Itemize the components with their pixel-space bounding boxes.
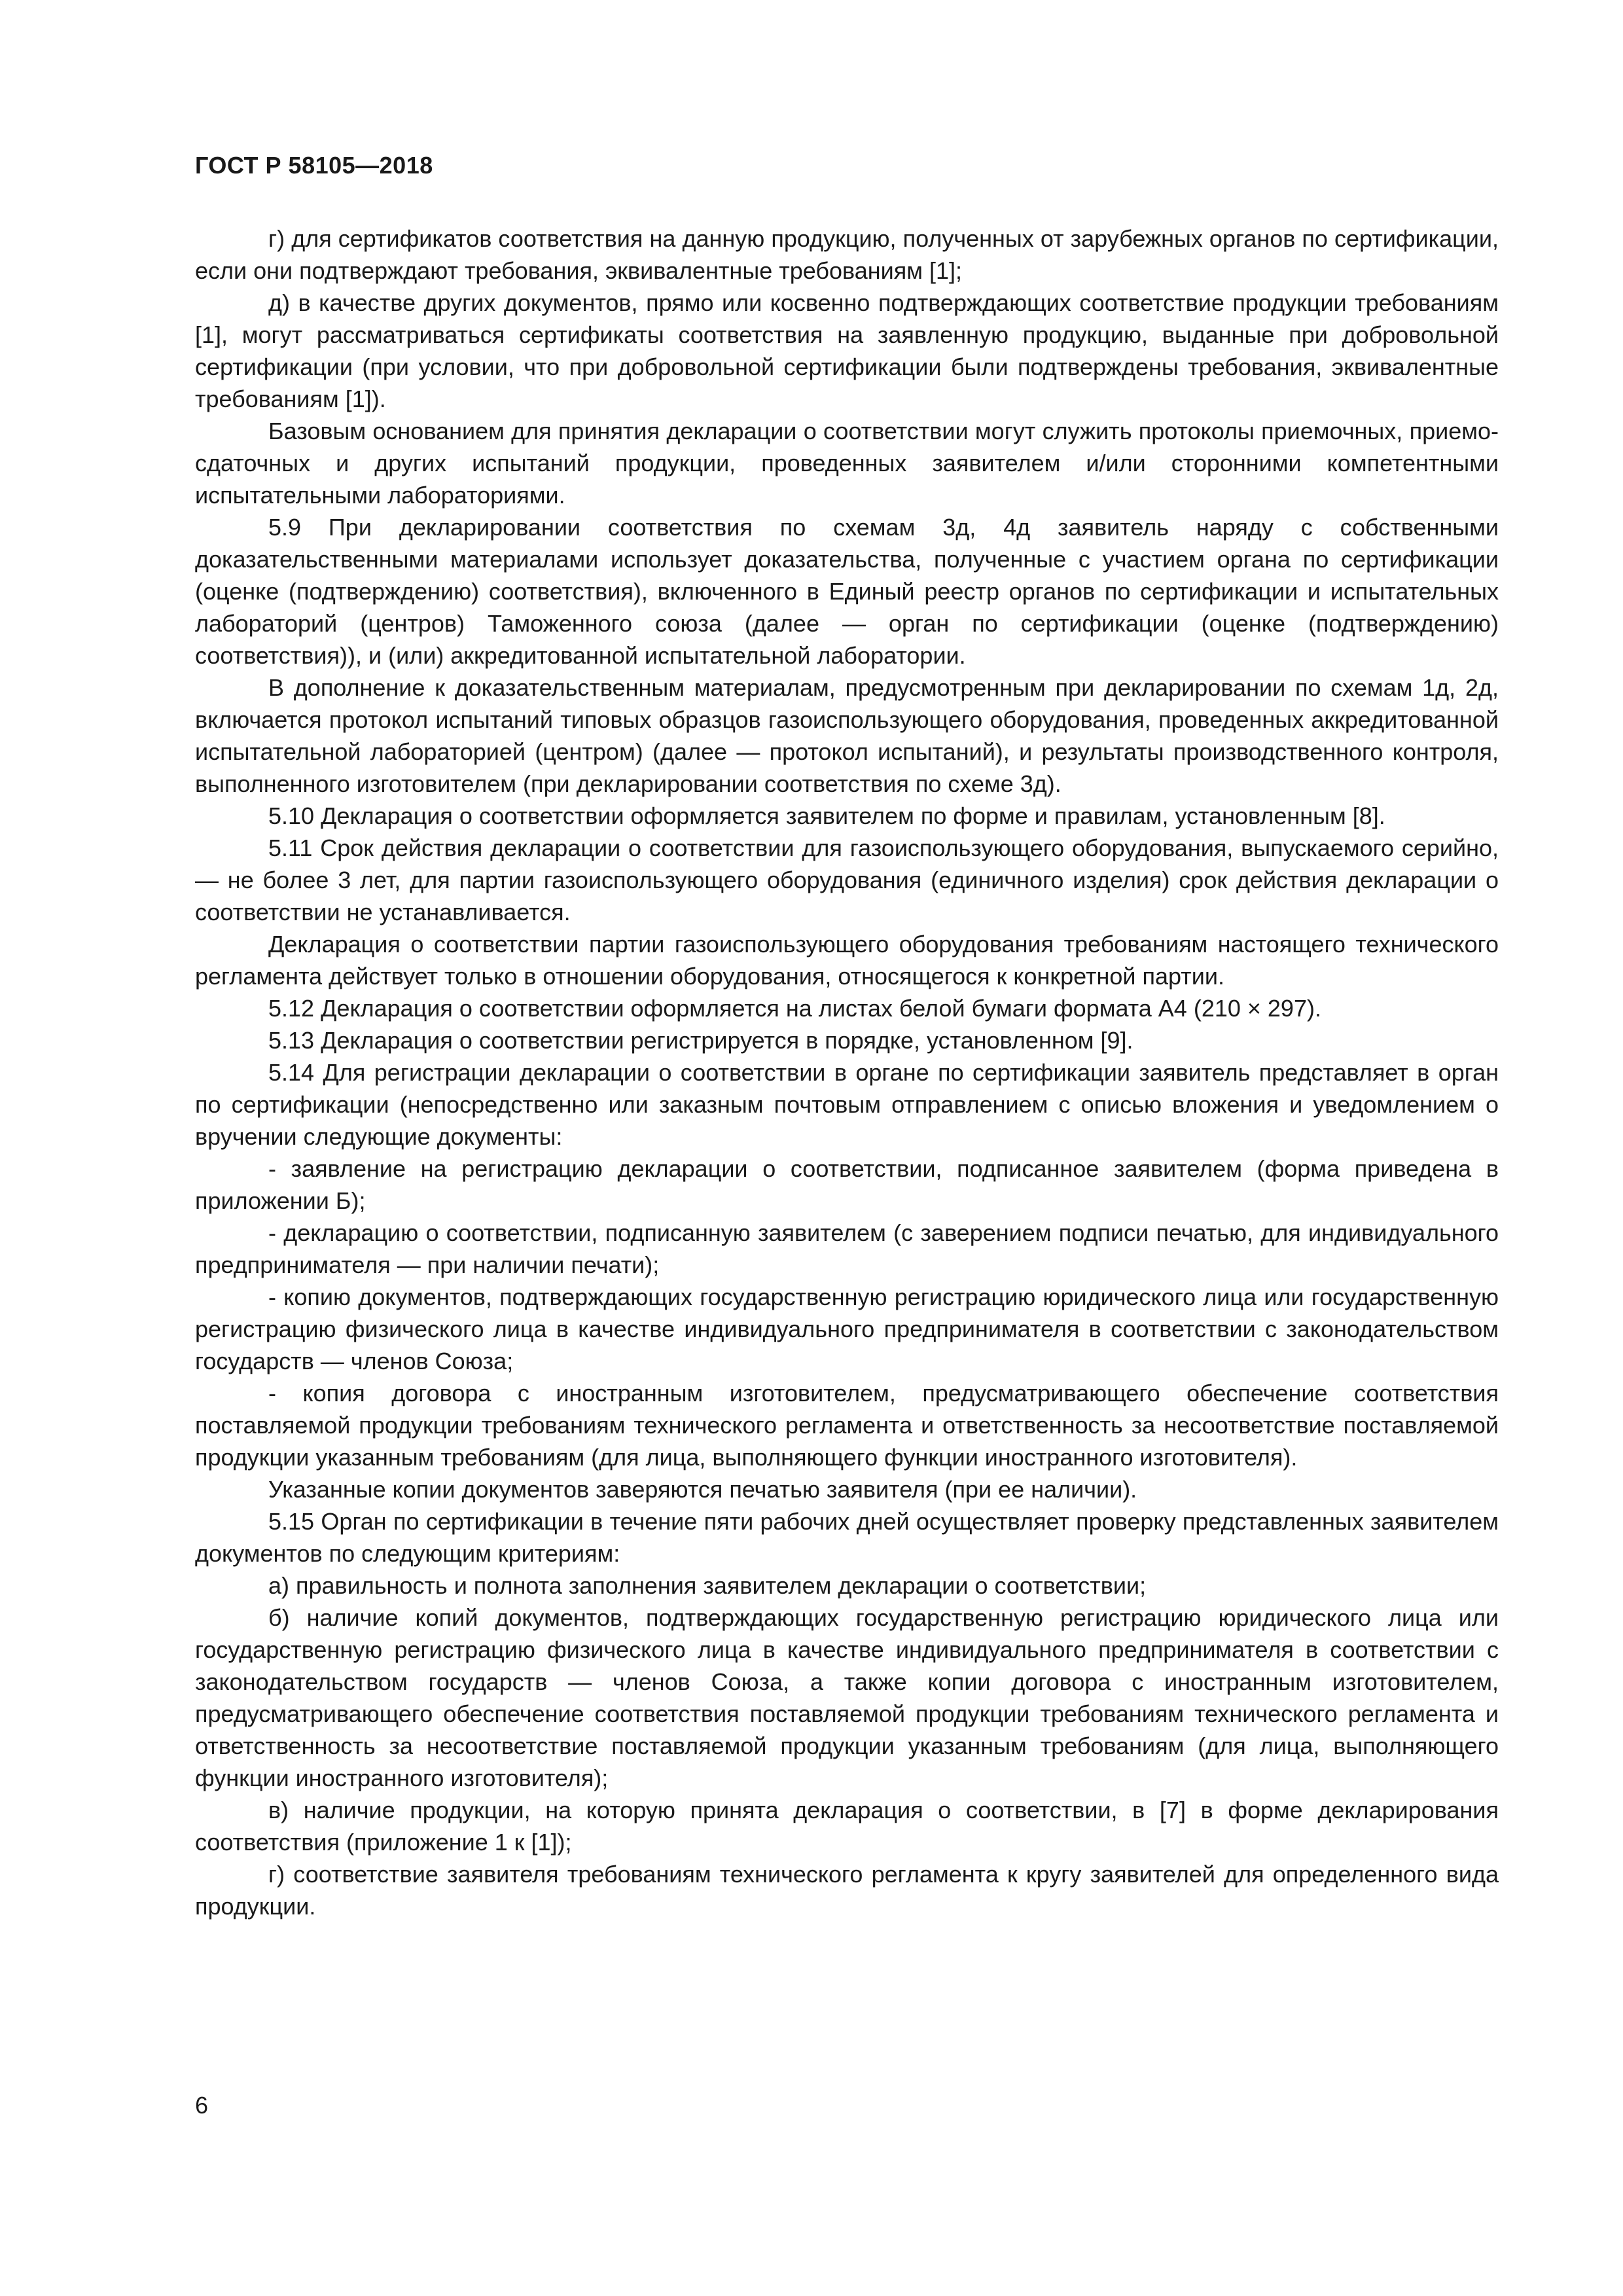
list-item: - копию документов, подтверждающих государственную регистрацию юридического лица или государственную регистрацию физического лица в качестве индивидуального предпринимателя в соответствии с законодательством государств — членов Союза; — [195, 1283, 1499, 1374]
list-item: - декларацию о соответствии, подписанную заявителем (с заверением подписи печатью, для индивидуального предпринимателя — при наличии печати); — [195, 1219, 1499, 1278]
paragraph: Указанные копии документов заверяются печатью заявителя (при ее наличии). — [268, 1476, 1137, 1503]
document-code-header: ГОСТ Р 58105—2018 — [195, 152, 433, 179]
document-body — [195, 223, 1499, 1922]
list-item: в) наличие продукции, на которую принята декларация о соответствии, в [7] в форме декларирования соответствия (приложение 1 к [1]); — [195, 1797, 1499, 1856]
list-item: - копия договора с иностранным изготовителем, предусматривающего обеспечение соответствия поставляемой продукции требованиям технического регламента и ответственность за несоответствие поставляемой продукции указанным требованиям (для лица, выполняющего функции иностранного изготовителя). — [195, 1380, 1499, 1471]
paragraph: 5.12 Декларация о соответствии оформляется на листах белой бумаги формата А4 (210 × 297). — [268, 995, 1321, 1022]
paragraph: 5.11 Срок действия декларации о соответствии для газоиспользующего оборудования, выпускаемого серийно, — не более 3 лет, для партии газоиспользующего оборудования (единичного изделия) срок действия декларации о соответствии не устанавливается. — [195, 834, 1499, 925]
paragraph: 5.9 При декларировании соответствия по схемам 3д, 4д заявитель наряду с собственными доказательственными материалами использует доказательства, полученные с участием органа по сертификации (оценке (подтверждению) соответствия), включенного в Единый реестр органов по сертификации и испытательных лабораторий (центров) Таможенного союза (далее — орган по сертификации (оценке (подтверждению) соответствия)), и (или) аккредитованной испытательной лаборатории. — [195, 514, 1499, 669]
list-item: - заявление на регистрацию декларации о соответствии, подписанное заявителем (форма приведена в приложении Б); — [195, 1155, 1499, 1214]
paragraph: д) в качестве других документов, прямо или косвенно подтверждающих соответствие продукции требованиям [1], могут рассматриваться сертификаты соответствия на заявленную продукцию, выданные при добровольной сертификации (при условии, что при добровольной сертификации были подтверждены требования, эквивалентные требованиям [1]). — [195, 289, 1499, 412]
paragraph: 5.13 Декларация о соответствии регистрируется в порядке, установленном [9]. — [268, 1027, 1133, 1054]
paragraph: Базовым основанием для принятия декларации о соответствии могут служить протоколы приемочных, приемо-сдаточных и других испытаний продукции, проведенных заявителем и/или сторонними компетентными испытательными лабораториями. — [195, 418, 1499, 509]
paragraph: г) для сертификатов соответствия на данную продукцию, полученных от зарубежных органов по сертификации, если они подтверждают требования, эквивалентные требованиям [1]; — [195, 225, 1499, 284]
paragraph: Декларация о соответствии партии газоиспользующего оборудования требованиям настоящего технического регламента действует только в отношении оборудования, относящегося к конкретной партии. — [195, 931, 1499, 990]
list-item: г) соответствие заявителя требованиям технического регламента к кругу заявителей для определенного вида продукции. — [195, 1861, 1499, 1920]
page-number: 6 — [195, 2092, 209, 2119]
paragraph: В дополнение к доказательственным материалам, предусмотренным при декларировании по схемам 1д, 2д, включается протокол испытаний типовых образцов газоиспользующего оборудования, проведенных аккредитованной испытательной лабораторией (центром) (далее — протокол испытаний), и результаты производственного контроля, выполненного изготовителем (при декларировании соответствия по схеме 3д). — [195, 674, 1499, 797]
paragraph: 5.14 Для регистрации декларации о соответствии в органе по сертификации заявитель представляет в орган по сертификации (непосредственно или заказным почтовым отправлением с описью вложения и уведомлением о вручении следующие документы: — [195, 1059, 1499, 1150]
list-item: б) наличие копий документов, подтверждающих государственную регистрацию юридического лица или государственную регистрацию физического лица в качестве индивидуального предпринимателя в соответствии с законодательством государств — членов Союза, а также копии договора с иностранным изготовителем, предусматривающего обеспечение соответствия поставляемой продукции требованиям технического регламента и ответственность за несоответствие поставляемой продукции указанным требованиям (для лица, выполняющего функции иностранного изготовителя); — [195, 1604, 1499, 1791]
list-item: а) правильность и полнота заполнения заявителем декларации о соответствии; — [268, 1572, 1147, 1599]
paragraph: 5.15 Орган по сертификации в течение пяти рабочих дней осуществляет проверку представленных заявителем документов по следующим критериям: — [195, 1508, 1499, 1567]
paragraph: 5.10 Декларация о соответствии оформляется заявителем по форме и правилам, установленным [8]. — [268, 802, 1385, 829]
